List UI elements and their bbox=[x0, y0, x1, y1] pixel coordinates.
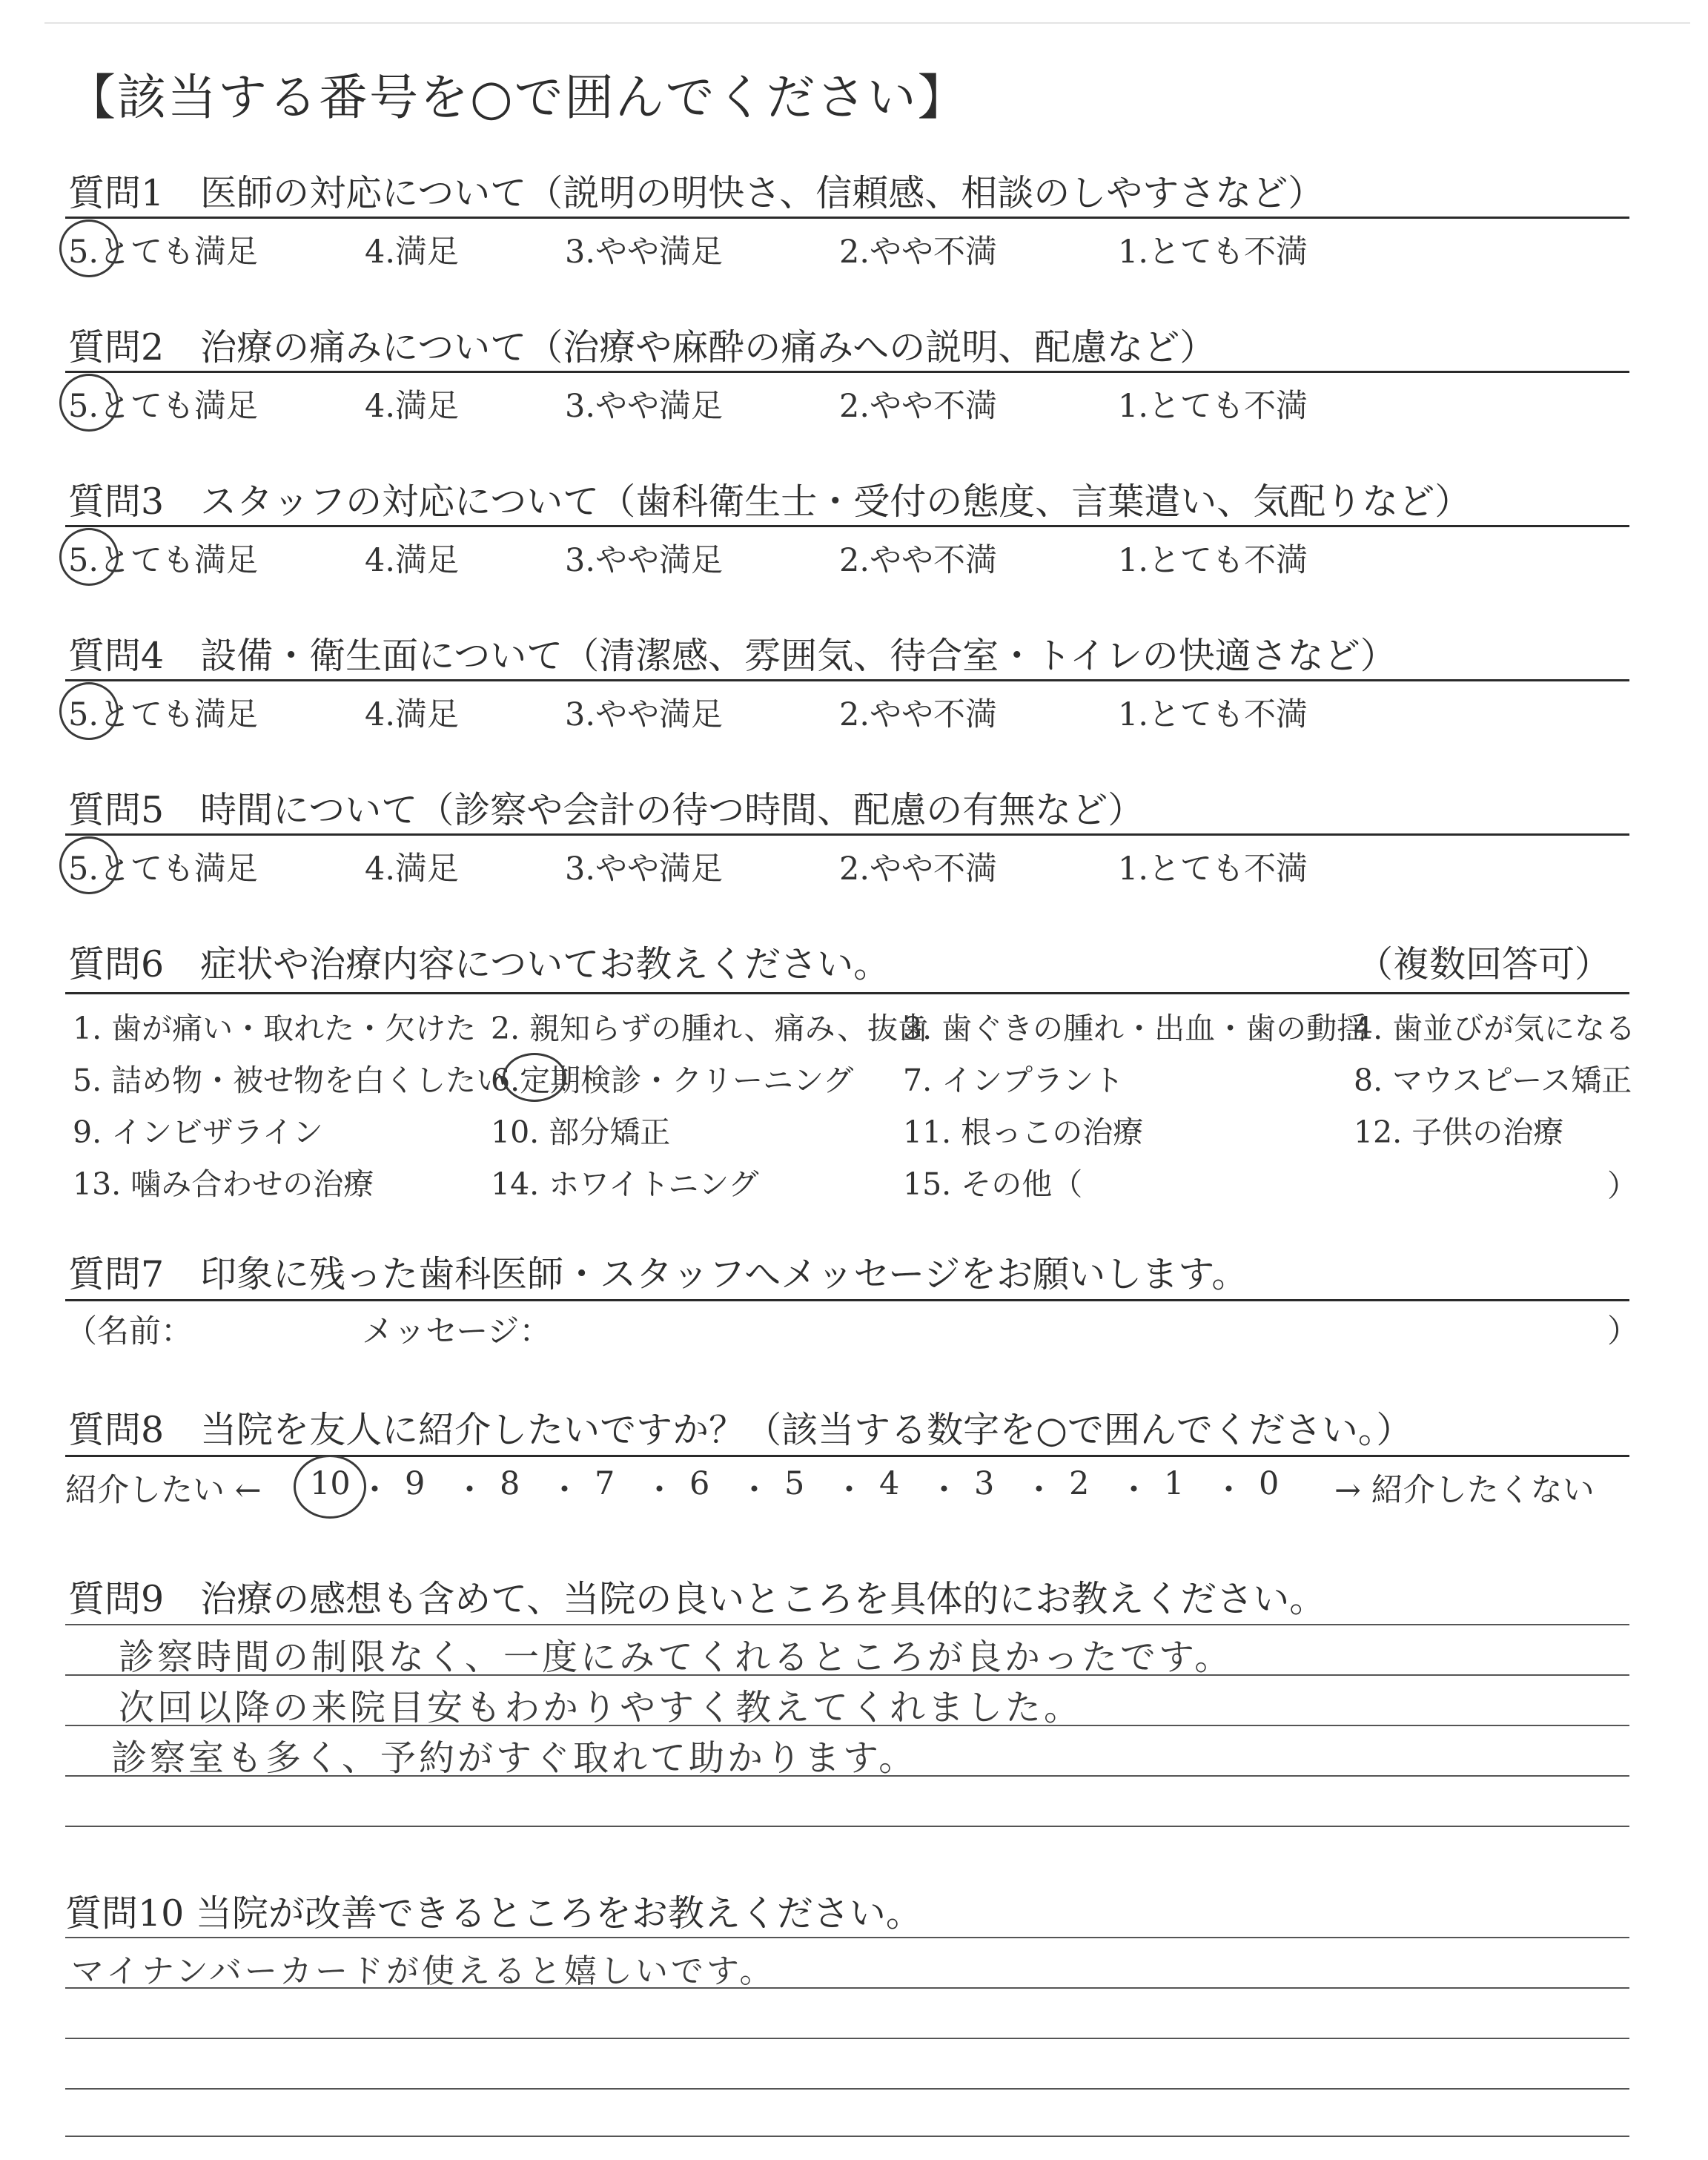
q5-option[interactable]: 2.やや不満 bbox=[839, 851, 998, 888]
q6-option[interactable]: 7. インプラント bbox=[903, 1063, 1125, 1098]
q8-scale-value[interactable]: 4 bbox=[879, 1465, 900, 1502]
q6-note: （複数回答可） bbox=[1357, 943, 1612, 985]
q8-separator: ・ bbox=[643, 1472, 675, 1509]
q8-scale-value[interactable]: 3 bbox=[974, 1465, 995, 1502]
q8-scale-value[interactable]: 10 bbox=[310, 1465, 351, 1502]
q8-separator: ・ bbox=[1118, 1472, 1150, 1509]
q2-rule bbox=[65, 371, 1629, 373]
q5-label: 質問5 時間について（診察や会計の待つ時間、配慮の有無など） bbox=[68, 789, 1145, 831]
q6-option[interactable]: 11. 根っこの治療 bbox=[903, 1114, 1144, 1150]
q7-label: 質問7 印象に残った歯科医師・スタッフへメッセージをお願いします。 bbox=[68, 1253, 1248, 1295]
q6-rule bbox=[65, 992, 1629, 994]
q4-option[interactable]: 4.満足 bbox=[365, 696, 460, 733]
q10-label: 質問10 当院が改善できるところをお教えください。 bbox=[65, 1892, 922, 1935]
q5-option[interactable]: 1.とても不満 bbox=[1118, 851, 1308, 888]
q8-scale-value[interactable]: 9 bbox=[405, 1465, 426, 1502]
q10-rule-3 bbox=[65, 2038, 1629, 2039]
q6-option[interactable]: 2. 親知らずの腫れ、痛み、抜歯 bbox=[491, 1011, 929, 1046]
q3-rule bbox=[65, 525, 1629, 527]
q10-rule-5 bbox=[65, 2136, 1629, 2137]
q4-option[interactable]: 1.とても不満 bbox=[1118, 696, 1308, 733]
q8-scale-value[interactable]: 8 bbox=[500, 1465, 520, 1502]
q4-option[interactable]: 3.やや満足 bbox=[565, 696, 724, 733]
q8-left-label: 紹介したい ← bbox=[65, 1472, 262, 1509]
q9-answer-line: 次回以降の来院目安もわかりやすく教えてくれました。 bbox=[119, 1687, 1083, 1728]
q7-name-label: （名前： bbox=[65, 1313, 193, 1350]
q4-answer-circle bbox=[59, 682, 119, 740]
q6-option[interactable]: 1. 歯が痛い・取れた・欠けた bbox=[73, 1011, 477, 1046]
q6-option[interactable]: 9. インビザライン bbox=[73, 1114, 323, 1150]
page-top-edge bbox=[44, 22, 1690, 24]
q8-separator: ・ bbox=[549, 1472, 580, 1509]
q4-label: 質問4 設備・衛生面について（清潔感、雰囲気、待合室・トイレの快適さなど） bbox=[68, 635, 1397, 677]
q6-option[interactable]: 5. 詰め物・被せ物を白くしたい bbox=[73, 1063, 507, 1098]
q5-rule bbox=[65, 833, 1629, 836]
q6-answer-circle bbox=[503, 1053, 566, 1102]
q8-right-label: → 紹介したくない bbox=[1334, 1472, 1595, 1509]
q6-label: 質問6 症状や治療内容についてお教えください。 bbox=[68, 943, 890, 985]
q10-answer-line: マイナンバーカードが使えると嬉しいです。 bbox=[71, 1952, 775, 1990]
q1-rule bbox=[65, 217, 1629, 219]
q2-option[interactable]: 1.とても不満 bbox=[1118, 388, 1308, 425]
q4-option[interactable]: 5.とても満足 bbox=[68, 696, 259, 733]
q6-option[interactable]: 13. 噛み合わせの治療 bbox=[73, 1166, 374, 1202]
q6-option[interactable]: 4. 歯並びが気になる bbox=[1354, 1011, 1636, 1046]
q1-option[interactable]: 2.やや不満 bbox=[839, 234, 998, 271]
q9-answer-line: 診察時間の制限なく、一度にみてくれるところが良かったです。 bbox=[119, 1636, 1234, 1678]
q5-option[interactable]: 5.とても満足 bbox=[68, 851, 259, 888]
q6-option[interactable]: 15. その他（ bbox=[903, 1166, 1083, 1202]
q1-option[interactable]: 5.とても満足 bbox=[68, 234, 259, 271]
q6-option[interactable]: 6.定期検診・クリーニング bbox=[491, 1063, 854, 1098]
q8-scale-value[interactable]: 0 bbox=[1259, 1465, 1280, 1502]
q8-separator: ・ bbox=[359, 1472, 391, 1509]
q3-option[interactable]: 3.やや満足 bbox=[565, 542, 724, 579]
q5-answer-circle bbox=[59, 836, 119, 894]
q3-answer-circle bbox=[59, 528, 119, 586]
q6-option[interactable]: 8. マウスピース矯正 bbox=[1354, 1063, 1632, 1098]
q9-label: 質問9 治療の感想も含めて、当院の良いところを具体的にお教えください。 bbox=[68, 1578, 1326, 1620]
q3-option[interactable]: 1.とても不満 bbox=[1118, 542, 1308, 579]
q8-answer-circle bbox=[294, 1455, 366, 1519]
q7-message-label: メッセージ： bbox=[362, 1313, 552, 1350]
q9-rule-1 bbox=[65, 1624, 1629, 1625]
q8-scale-value[interactable]: 2 bbox=[1069, 1465, 1090, 1502]
q1-option[interactable]: 3.やや満足 bbox=[565, 234, 724, 271]
q8-separator: ・ bbox=[738, 1472, 770, 1509]
q4-rule bbox=[65, 679, 1629, 681]
q3-label: 質問3 スタッフの対応について（歯科衛生士・受付の態度、言葉遣い、気配りなど） bbox=[68, 480, 1472, 523]
q1-option[interactable]: 1.とても不満 bbox=[1118, 234, 1308, 271]
q2-option[interactable]: 5.とても満足 bbox=[68, 388, 259, 425]
q3-option[interactable]: 4.満足 bbox=[365, 542, 460, 579]
q2-label: 質問2 治療の痛みについて（治療や麻酔の痛みへの説明、配慮など） bbox=[68, 326, 1217, 369]
q6-option[interactable]: 14. ホワイトニング bbox=[491, 1166, 759, 1202]
q6-option[interactable]: 10. 部分矯正 bbox=[491, 1114, 671, 1150]
form-title: 【該当する番号を○で囲んでください】 bbox=[67, 69, 968, 126]
q5-option[interactable]: 3.やや満足 bbox=[565, 851, 724, 888]
q1-option[interactable]: 4.満足 bbox=[365, 234, 460, 271]
q2-option[interactable]: 2.やや不満 bbox=[839, 388, 998, 425]
q9-rule-5 bbox=[65, 1826, 1629, 1827]
q8-separator: ・ bbox=[454, 1472, 486, 1509]
q8-separator: ・ bbox=[928, 1472, 960, 1509]
q3-option[interactable]: 5.とても満足 bbox=[68, 542, 259, 579]
q8-separator: ・ bbox=[1023, 1472, 1055, 1509]
q4-option[interactable]: 2.やや不満 bbox=[839, 696, 998, 733]
q8-scale-value[interactable]: 5 bbox=[784, 1465, 805, 1502]
q10-rule-4 bbox=[65, 2088, 1629, 2090]
q1-answer-circle bbox=[59, 219, 119, 277]
q9-answer-line: 診察室も多く、予約がすぐ取れて助かります。 bbox=[111, 1737, 918, 1779]
q6-option[interactable]: 12. 子供の治療 bbox=[1354, 1114, 1564, 1150]
q2-answer-circle bbox=[59, 374, 119, 432]
q8-scale-value[interactable]: 7 bbox=[595, 1465, 615, 1502]
q3-option[interactable]: 2.やや不満 bbox=[839, 542, 998, 579]
q7-rule bbox=[65, 1299, 1629, 1301]
q8-separator: ・ bbox=[1213, 1472, 1245, 1509]
q2-option[interactable]: 3.やや満足 bbox=[565, 388, 724, 425]
q8-rule bbox=[65, 1455, 1629, 1457]
q7-close-paren: ） bbox=[1607, 1313, 1639, 1350]
q5-option[interactable]: 4.満足 bbox=[365, 851, 460, 888]
q1-label: 質問1 医師の対応について（説明の明快さ、信頼感、相談のしやすさなど） bbox=[68, 172, 1325, 214]
q8-separator: ・ bbox=[833, 1472, 865, 1509]
q10-rule-1 bbox=[65, 1937, 1629, 1938]
q8-scale-value[interactable]: 1 bbox=[1164, 1465, 1185, 1502]
q6-option[interactable]: 3. 歯ぐきの腫れ・出血・歯の動揺 bbox=[903, 1011, 1368, 1046]
q8-scale-value[interactable]: 6 bbox=[689, 1465, 710, 1502]
q6-other-close: ） bbox=[1607, 1168, 1638, 1203]
q8-label: 質問8 当院を友人に紹介したいですか？（該当する数字を○で囲んでください。） bbox=[68, 1409, 1413, 1451]
q2-option[interactable]: 4.満足 bbox=[365, 388, 460, 425]
